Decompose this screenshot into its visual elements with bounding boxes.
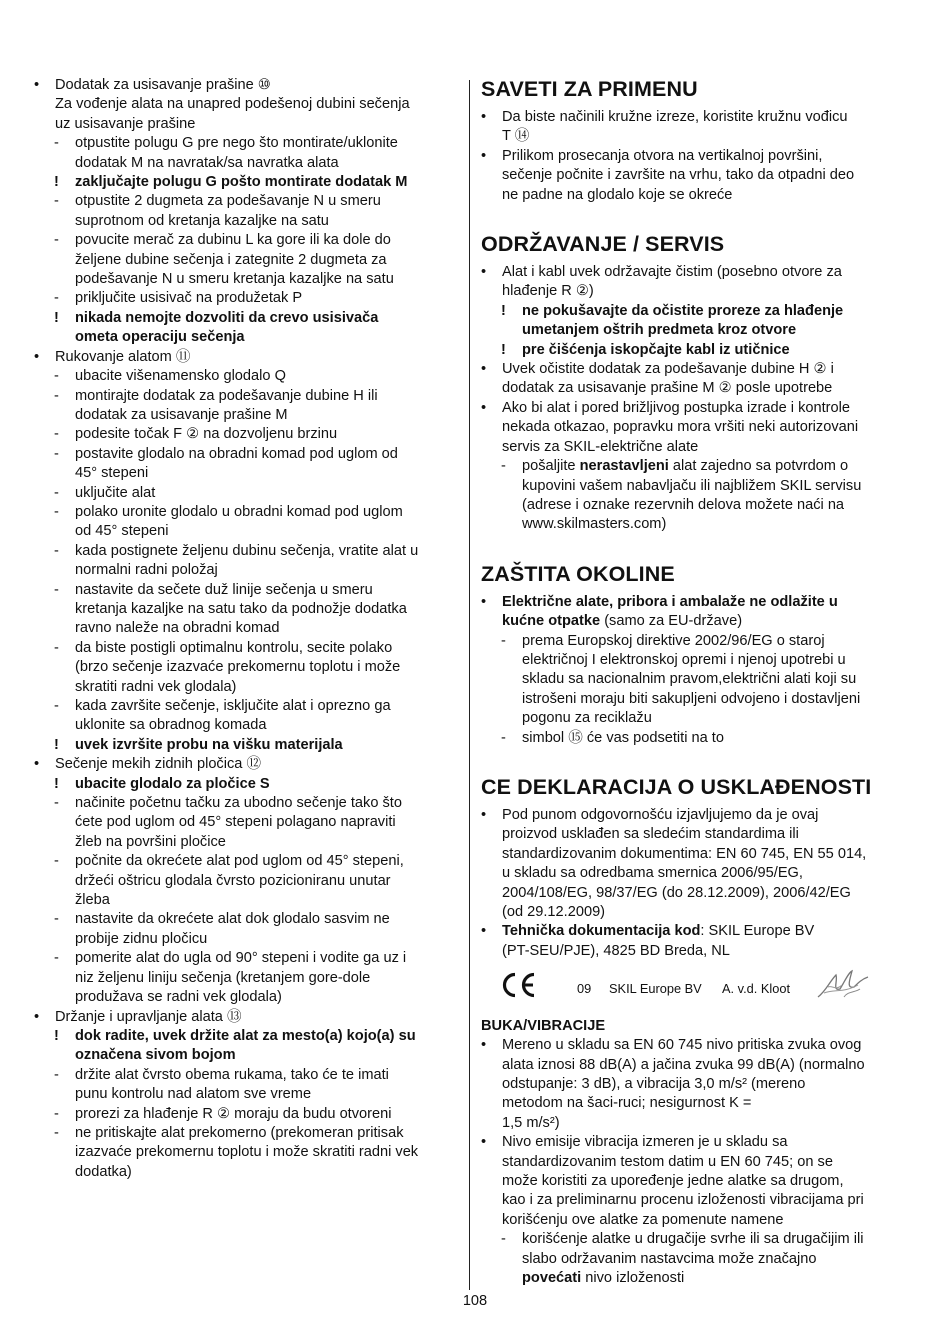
line-text: postavite glodalo na obradni komad pod uglom od bbox=[75, 445, 398, 462]
ce-section bbox=[481, 806, 903, 961]
line-text: probije zidnu pločicu bbox=[75, 930, 208, 947]
line-text: Alat i kabl uvek održavajte čistim (posebno otvore za bbox=[502, 264, 842, 281]
text-line bbox=[34, 872, 458, 891]
line-text: dok radite, uvek držite alat za mesto(a) kojo(a) su bbox=[75, 1027, 416, 1044]
odrzavanje-section bbox=[481, 263, 903, 535]
text-line bbox=[481, 709, 903, 728]
text-line bbox=[34, 192, 458, 211]
line-text: standardizovanim dokumentima: EN 60 745, EN 55 014, bbox=[502, 845, 867, 862]
text-line bbox=[34, 794, 458, 813]
dash-marker: - bbox=[54, 639, 59, 656]
line-text: dodatak M na navratak/sa navratka alata bbox=[75, 154, 339, 171]
ce-signatory: A. v.d. Kloot bbox=[722, 981, 791, 997]
line-text: Rukovanje alatom ⑪ bbox=[55, 348, 191, 365]
text-line bbox=[481, 1172, 903, 1191]
bullet-marker: • bbox=[34, 756, 40, 773]
line-text: nekada otkazao, popravku mora vršiti neki autorizovani bbox=[502, 419, 859, 436]
ce-declaration-row bbox=[481, 967, 903, 1007]
warning-marker: ! bbox=[54, 309, 59, 326]
dash-marker: - bbox=[54, 542, 59, 559]
line-text: T ⑭ bbox=[502, 128, 530, 145]
line-text: kao i za preliminarnu procenu izloženosti vibracijama pri bbox=[502, 1192, 864, 1209]
bullet-marker: • bbox=[481, 361, 487, 378]
page-number: 108 bbox=[462, 1293, 488, 1309]
text-line bbox=[34, 542, 458, 561]
text-line bbox=[34, 1066, 458, 1085]
line-text: Sečenje mekih zidnih pločica ⑫ bbox=[55, 756, 262, 773]
text-line bbox=[34, 658, 458, 677]
text-line bbox=[34, 1163, 458, 1182]
dash-marker: - bbox=[54, 853, 59, 870]
line-text: Mereno u skladu sa EN 60 745 nivo pritiska zvuka ovog bbox=[502, 1037, 862, 1054]
bullet-marker: • bbox=[481, 264, 487, 281]
text-line bbox=[34, 619, 458, 638]
text-line bbox=[34, 387, 458, 406]
text-line bbox=[481, 593, 903, 612]
line-text: produžava se radni vek glodala) bbox=[75, 989, 282, 1006]
heading-zastita: ZAŠTITA OKOLINE bbox=[481, 561, 675, 586]
text-line bbox=[481, 651, 903, 670]
line-text: da biste postigli optimalnu kontrolu, secite polako bbox=[75, 639, 393, 656]
line-text: Da biste načinili kružne izreze, koristite kružnu vođicu bbox=[502, 109, 848, 125]
text-line bbox=[481, 282, 903, 301]
line-text: simbol ⑮ će vas podsetiti na to bbox=[522, 729, 724, 746]
text-line bbox=[481, 825, 903, 844]
text-line bbox=[34, 891, 458, 910]
text-line bbox=[34, 115, 458, 134]
line-text: Prilikom prosecanja otvora na vertikalnoj površini, bbox=[502, 147, 823, 164]
line-text: niz željenu liniju sečenja (kretanjem gore-dole bbox=[75, 969, 371, 986]
line-text: ne padne na glodalo koje se okreće bbox=[502, 186, 733, 203]
text-line bbox=[481, 729, 903, 748]
text-line bbox=[481, 690, 903, 709]
text-line bbox=[34, 367, 458, 386]
text-line bbox=[34, 1124, 458, 1143]
text-line bbox=[34, 348, 458, 367]
text-line bbox=[34, 154, 458, 173]
text-line bbox=[34, 76, 458, 95]
dash-marker: - bbox=[54, 950, 59, 967]
dash-marker: - bbox=[54, 484, 59, 501]
line-text: ne pritiskajte alat prekomerno (prekomeran pritisak bbox=[75, 1124, 404, 1141]
line-text: 1,5 m/s²) bbox=[502, 1114, 560, 1131]
line-text: označena sivom bojom bbox=[75, 1047, 236, 1064]
dash-marker: - bbox=[54, 193, 59, 210]
text-line bbox=[34, 522, 458, 541]
right-column bbox=[481, 76, 903, 1289]
line-text: : SKIL Europe BV bbox=[700, 923, 815, 940]
text-line bbox=[34, 270, 458, 289]
line-text: nerastavljeni bbox=[579, 458, 669, 475]
text-line bbox=[34, 1143, 458, 1162]
line-text: uvek izvršite probu na višku materijala bbox=[75, 736, 343, 753]
text-line bbox=[481, 612, 903, 631]
dash-marker: - bbox=[54, 1105, 59, 1122]
bullet-marker: • bbox=[34, 1008, 40, 1025]
line-text: držeći oštricu glodala čvrsto pozicioniranu unutar bbox=[75, 872, 391, 889]
text-line bbox=[481, 1075, 903, 1094]
dash-marker: - bbox=[54, 290, 59, 307]
line-text: žleba bbox=[75, 892, 110, 909]
line-text: (PT-SEU/PJE), 4825 BD Breda, NL bbox=[502, 942, 730, 959]
line-text: kada postignete željenu dubinu sečenja, vratite alat u bbox=[75, 542, 419, 559]
text-line bbox=[34, 852, 458, 871]
warning-marker: ! bbox=[501, 341, 506, 358]
line-text: kupovini vašem nabavljaču ili najbližem SKIL servisu bbox=[522, 477, 862, 494]
line-text: (od 29.12.2009) bbox=[502, 904, 606, 920]
dash-marker: - bbox=[54, 368, 59, 385]
text-line bbox=[481, 1153, 903, 1172]
bullet-marker: • bbox=[481, 147, 487, 164]
line-text: Nivo emisije vibracija izmeren je u skladu sa bbox=[502, 1134, 788, 1151]
warning-marker: ! bbox=[54, 1027, 59, 1044]
line-text: podesite točak F ② na dozvoljenu brzinu bbox=[75, 426, 338, 443]
text-line bbox=[481, 1230, 903, 1249]
line-text: istrošeni moraju biti sakupljeni odvojeno i dostavljeni bbox=[522, 690, 861, 707]
line-text: ravno naleže na obradni komad bbox=[75, 620, 280, 637]
text-line bbox=[34, 736, 458, 755]
line-text: električnoj I elektronskoj opremi i njenoj upotrebi u bbox=[522, 651, 846, 668]
text-line bbox=[34, 639, 458, 658]
line-text: 2004/108/EG, 98/37/EG (do 28.12.2009), 2006/42/EG bbox=[502, 884, 851, 901]
heading-buka: BUKA/VIBRACIJE bbox=[481, 1018, 606, 1035]
text-line bbox=[34, 328, 458, 347]
text-line bbox=[481, 1056, 903, 1075]
line-text: ubacite višenamensko glodalo Q bbox=[75, 368, 286, 385]
text-line bbox=[481, 186, 903, 205]
text-line bbox=[34, 1085, 458, 1104]
line-text: Električne alate, pribora i ambalaže ne odlažite u bbox=[502, 593, 838, 610]
dash-marker: - bbox=[54, 135, 59, 152]
line-text: odstupanje: 3 dB), a vibracija 3,0 m/s² (mereno bbox=[502, 1076, 806, 1093]
line-text: počnite da okrećete alat pod uglom od 45° stepeni, bbox=[75, 853, 404, 870]
text-line bbox=[34, 251, 458, 270]
ce-company: SKIL Europe BV bbox=[609, 981, 702, 997]
warning-marker: ! bbox=[54, 174, 59, 191]
line-text: dodatak za usisavanje prašine M bbox=[75, 406, 288, 423]
text-line bbox=[34, 678, 458, 697]
line-text: izazvaće prekomernu toplotu i može skratiti radni vek bbox=[75, 1144, 419, 1161]
dash-marker: - bbox=[54, 232, 59, 249]
dash-marker: - bbox=[54, 1066, 59, 1083]
line-text: standardizovanim testom datim u EN 60 745; on se bbox=[502, 1153, 833, 1170]
text-line bbox=[481, 515, 903, 534]
text-line bbox=[34, 813, 458, 832]
bullet-marker: • bbox=[481, 399, 487, 416]
heading-ce: CE DEKLARACIJA O USKLAĐENOSTI bbox=[481, 774, 872, 799]
bullet-marker: • bbox=[34, 348, 40, 365]
text-line bbox=[481, 147, 903, 166]
line-text: dodatka) bbox=[75, 1163, 132, 1180]
line-text: alat zajedno sa potvrdom o bbox=[668, 458, 849, 475]
text-line bbox=[481, 922, 903, 941]
line-text: prema Europskoj direktive 2002/96/EG o staroj bbox=[522, 632, 825, 649]
line-text: punu kontrolu nad alatom sve vreme bbox=[75, 1086, 312, 1103]
zastita-section bbox=[481, 593, 903, 748]
text-line bbox=[34, 600, 458, 619]
bullet-marker: • bbox=[481, 806, 487, 823]
line-text: Dodatak za usisavanje prašine ⑩ bbox=[55, 77, 271, 93]
text-line bbox=[481, 1133, 903, 1152]
line-text: podešavanje N u smeru kretanja kazaljke na satu bbox=[75, 271, 394, 288]
line-text: Za vođenje alata na unapred podešenoj dubini sečenja bbox=[55, 96, 410, 113]
text-line bbox=[481, 1269, 903, 1288]
dash-marker: - bbox=[54, 503, 59, 520]
text-line bbox=[34, 755, 458, 774]
line-text: normalni radni položaj bbox=[75, 562, 218, 579]
line-text: Tehnička dokumentacija kod bbox=[502, 923, 701, 940]
line-text: alata iznosi 88 dB(A) a jačina zvuka 99 dB(A) (normalno bbox=[502, 1056, 865, 1073]
line-text: pošaljite bbox=[522, 458, 580, 475]
text-line bbox=[34, 969, 458, 988]
line-text: korišćenje alatke u drugačije svrhe ili sa drugačijim ili bbox=[522, 1231, 864, 1248]
text-line bbox=[481, 806, 903, 825]
dash-marker: - bbox=[54, 911, 59, 928]
bullet-marker: • bbox=[481, 109, 487, 125]
text-line bbox=[481, 903, 903, 922]
text-line bbox=[481, 127, 903, 146]
line-text: od 45° stepeni bbox=[75, 523, 169, 540]
heading-saveti: SAVETI ZA PRIMENU bbox=[481, 77, 698, 101]
line-text: ćete pod uglom od 45° stepeni polagano napraviti bbox=[75, 814, 396, 831]
line-text: metodom na šaci-ruci; nesigurnost K = bbox=[502, 1095, 752, 1112]
text-line bbox=[34, 212, 458, 231]
line-text: u skladu sa odredbama smernica 2006/95/EG, bbox=[502, 865, 803, 882]
line-text: kućne otpatke bbox=[502, 613, 601, 630]
heading-odrzavanje: ODRŽAVANJE / SERVIS bbox=[481, 232, 725, 257]
line-text: sečenje počnite i završite na vrhu, tako da otpadni deo bbox=[502, 167, 855, 184]
text-line bbox=[34, 445, 458, 464]
line-text: načinite početnu tačku za ubodno sečenje tako što bbox=[75, 795, 402, 812]
left-column bbox=[34, 76, 458, 1182]
text-line bbox=[34, 289, 458, 308]
text-line bbox=[481, 1094, 903, 1113]
text-line bbox=[34, 716, 458, 735]
text-line bbox=[34, 309, 458, 328]
line-text: pogonu za reciklažu bbox=[522, 710, 652, 727]
line-text: pre čišćenja iskopčajte kabl iz utičnice bbox=[522, 341, 790, 358]
text-line bbox=[481, 1036, 903, 1055]
text-line bbox=[481, 399, 903, 418]
text-line bbox=[481, 670, 903, 689]
text-line bbox=[481, 166, 903, 185]
line-text: (samo za EU-države) bbox=[600, 613, 743, 630]
line-text: ne pokušavajte da očistite proreze za hlađenje bbox=[522, 302, 844, 319]
text-line bbox=[34, 1105, 458, 1124]
line-text: uklonite sa obradnog komada bbox=[75, 717, 267, 734]
dash-marker: - bbox=[54, 445, 59, 462]
line-text: željene dubine sečenja i zategnite 2 dugmeta za bbox=[75, 251, 387, 268]
line-text: skratiti radni vek glodala) bbox=[75, 678, 237, 695]
line-text: prorezi za hlađenje R ② moraju da budu otvoreni bbox=[75, 1105, 392, 1122]
text-line bbox=[34, 833, 458, 852]
text-line bbox=[481, 438, 903, 457]
text-line bbox=[481, 477, 903, 496]
text-line bbox=[34, 406, 458, 425]
line-text: Držanje i upravljanje alata ⑬ bbox=[55, 1008, 242, 1025]
dash-marker: - bbox=[54, 581, 59, 598]
line-text: skladu sa nacionalnim pravom,električni alati koji su bbox=[522, 671, 857, 688]
line-text: može koristiti za upoređenje jedne alatke sa drugom, bbox=[502, 1173, 844, 1190]
warning-marker: ! bbox=[501, 302, 506, 319]
text-line bbox=[481, 1191, 903, 1210]
line-text: ometa operaciju sečenja bbox=[75, 329, 245, 346]
line-text: suprotnom od kretanja kazaljke na satu bbox=[75, 212, 329, 229]
dash-marker: - bbox=[501, 1231, 506, 1248]
text-line bbox=[34, 1008, 458, 1027]
bullet-marker: • bbox=[481, 1037, 487, 1054]
warning-marker: ! bbox=[54, 775, 59, 792]
text-line bbox=[481, 360, 903, 379]
bullet-marker: • bbox=[481, 923, 487, 940]
text-line bbox=[481, 942, 903, 961]
text-line bbox=[34, 697, 458, 716]
bullet-marker: • bbox=[481, 1134, 487, 1151]
line-text: montirajte dodatak za podešavanje dubine H ili bbox=[75, 387, 378, 404]
dash-marker: - bbox=[54, 698, 59, 714]
line-text: (brzo sečenje izazvaće prekomernu toplotu i može bbox=[75, 659, 401, 676]
dash-marker: - bbox=[54, 795, 59, 812]
text-line bbox=[34, 464, 458, 483]
line-text: hlađenje R ②) bbox=[502, 283, 594, 300]
text-line bbox=[481, 302, 903, 321]
saveti-section bbox=[481, 108, 903, 205]
line-text: Ako bi alat i pored brižljivog postupka izrade i kontrole bbox=[502, 399, 851, 416]
line-text: držite alat čvrsto obema rukama, tako će te imati bbox=[75, 1066, 389, 1083]
line-text: slabo održavanim nastavcima može značajno bbox=[522, 1250, 817, 1267]
text-line bbox=[34, 425, 458, 444]
text-line bbox=[481, 1211, 903, 1230]
bullet-marker: • bbox=[481, 593, 487, 610]
line-text: Uvek očistite dodatak za podešavanje dubine H ② i bbox=[502, 361, 834, 378]
text-line bbox=[34, 95, 458, 114]
text-line bbox=[34, 775, 458, 794]
line-text: priključite usisivač na produžetak P bbox=[75, 290, 303, 307]
text-line bbox=[34, 988, 458, 1007]
dash-marker: - bbox=[54, 387, 59, 404]
text-line bbox=[34, 910, 458, 929]
text-line bbox=[34, 581, 458, 600]
line-text: nikada nemojte dozvoliti da crevo usisivača bbox=[75, 309, 379, 326]
line-text: otpustite polugu G pre nego što montirate/uklonite bbox=[75, 135, 398, 152]
text-line bbox=[34, 930, 458, 949]
text-line bbox=[34, 949, 458, 968]
line-text: nastavite da sečete duž linije sečenja u smeru bbox=[75, 581, 373, 598]
line-text: povećati bbox=[522, 1270, 582, 1287]
text-line bbox=[481, 496, 903, 515]
text-line bbox=[481, 1250, 903, 1269]
text-line bbox=[34, 484, 458, 503]
warning-marker: ! bbox=[54, 736, 59, 753]
text-line bbox=[481, 263, 903, 282]
line-text: korišćenju ove alatke za pomenute namene bbox=[502, 1211, 784, 1228]
line-text: www.skilmasters.com) bbox=[522, 516, 667, 533]
line-text: 45° stepeni bbox=[75, 465, 149, 482]
column-divider bbox=[469, 80, 470, 1290]
text-line bbox=[34, 134, 458, 153]
line-text: uključite alat bbox=[75, 484, 156, 501]
line-text: proizvod usklađen sa sledećim standardima ili bbox=[502, 826, 799, 843]
line-text: polako uronite glodalo u obradni komad pod uglom bbox=[75, 503, 403, 520]
text-line bbox=[34, 1027, 458, 1046]
text-line bbox=[34, 561, 458, 580]
text-line bbox=[481, 108, 903, 127]
signature-icon bbox=[814, 967, 872, 1003]
text-line bbox=[481, 864, 903, 883]
dash-marker: - bbox=[501, 632, 506, 649]
text-line bbox=[34, 1046, 458, 1065]
text-line bbox=[481, 1114, 903, 1133]
line-text: povucite merač za dubinu L ka gore ili ka dole do bbox=[75, 232, 391, 249]
text-line bbox=[34, 503, 458, 522]
line-text: otpustite 2 dugmeta za podešavanje N u smeru bbox=[75, 193, 381, 210]
line-text: Pod punom odgovornošću izjavljujemo da je ovaj bbox=[502, 806, 819, 823]
dash-marker: - bbox=[501, 458, 506, 475]
dash-marker: - bbox=[54, 426, 59, 443]
line-text: (adrese i oznake rezervnih delova možete naći na bbox=[522, 496, 845, 513]
text-line bbox=[481, 457, 903, 476]
text-line bbox=[481, 379, 903, 398]
line-text: servis za SKIL-električne alate bbox=[502, 438, 699, 455]
dash-marker: - bbox=[54, 1124, 59, 1141]
line-text: uz usisavanje prašine bbox=[55, 115, 196, 132]
line-text: dodatak za usisavanje prašine M ② posle upotrebe bbox=[502, 380, 833, 397]
text-line bbox=[481, 845, 903, 864]
line-text: pomerite alat do ugla od 90° stepeni i vodite ga uz i bbox=[75, 950, 407, 967]
text-line bbox=[481, 884, 903, 903]
line-text: kada završite sečenje, isključite alat i oprezno ga bbox=[75, 698, 391, 714]
text-line bbox=[481, 632, 903, 651]
line-text: nastavite da okrećete alat dok glodalo sasvim ne bbox=[75, 911, 390, 928]
text-line bbox=[481, 418, 903, 437]
line-text: ubacite glodalo za pločice S bbox=[75, 775, 270, 792]
buka-section bbox=[481, 1036, 903, 1288]
dash-marker: - bbox=[501, 729, 506, 746]
text-line bbox=[481, 321, 903, 340]
text-line bbox=[34, 231, 458, 250]
ce-mark-icon bbox=[499, 971, 537, 999]
line-text: žleb na površini pločice bbox=[75, 833, 226, 850]
line-text: nivo izloženosti bbox=[581, 1270, 685, 1287]
line-text: zaključajte polugu G pošto montirate dodatak M bbox=[75, 174, 408, 191]
line-text: umetanjem oštrih predmeta kroz otvore bbox=[522, 322, 797, 339]
bullet-marker: • bbox=[34, 77, 40, 93]
line-text: kretanja kazaljke na satu tako da podnožje dodatka bbox=[75, 600, 407, 617]
text-line bbox=[34, 173, 458, 192]
ce-year: 09 bbox=[577, 981, 592, 997]
text-line bbox=[481, 341, 903, 360]
